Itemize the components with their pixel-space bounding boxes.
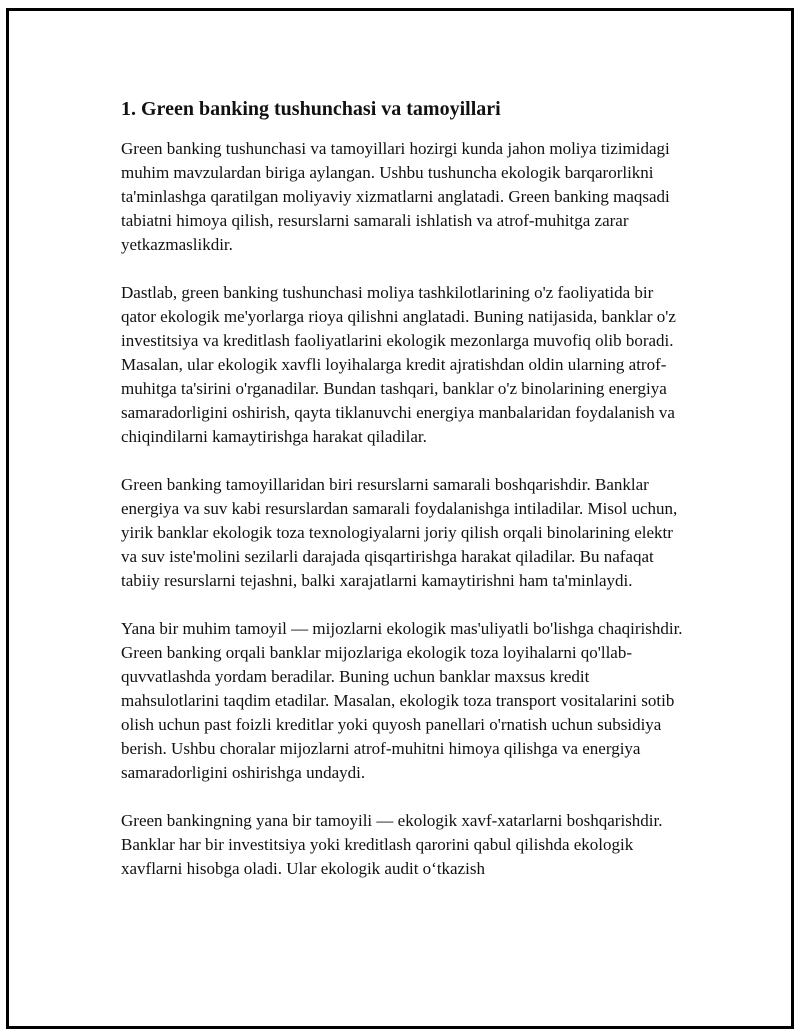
- paragraph-1: Green banking tushunchasi va tamoyillari hozirgi kunda jahon moliya tizimidagi muhim mavzulardan biriga aylangan. Ushbu tushuncha ekologik barqarorlikni ta'minlashga qaratilgan moliyaviy xizmatlarni anglatadi. Green banking maqsadi tabiatni himoya qilish, resurslarni samarali ishlatish va atrof-muhitga zarar yetkazmaslikdir.: [121, 139, 670, 254]
- paragraph-3: Green banking tamoyillaridan biri resurslarni samarali boshqarishdir. Banklar energiya va suv kabi resurslardan samarali foydalanishga intiladilar. Misol uchun, yirik banklar ekologik toza texnologiyalarni joriy qilish orqali binolarining elektr va suv iste'molini sezilarli darajada qisqartirishga harakat qiladilar. Bu nafaqat tabiiy resurslarni tejashni, balki xarajatlarni kamaytirishni ham ta'minlaydi.: [121, 475, 678, 590]
- section-heading: 1. Green banking tushunchasi va tamoyillari: [121, 98, 501, 120]
- document-body: [121, 95, 686, 905]
- paragraph-4: Yana bir muhim tamoyil — mijozlarni ekologik mas'uliyatli bo'lishga chaqirishdir. Green banking orqali banklar mijozlariga ekologik toza loyihalarni qo'llab-quvvatlashda yordam beradilar. Buning uchun banklar maxsus kredit mahsulotlarini taqdim etadilar. Masalan, ekologik toza transport vositalarini sotib olish uchun past foizli kreditlar yoki quyosh panellari o'rnatish uchun subsidiya berish. Ushbu choralar mijozlarni atrof-muhitni himoya qilishga va energiya samaradorligini oshirishga undaydi.: [121, 619, 683, 782]
- paragraph-5: Green bankingning yana bir tamoyili — ekologik xavf-xatarlarni boshqarishdir. Banklar har bir investitsiya yoki kreditlash qarorini qabul qilishda ekologik xavflarni hisobga oladi. Ular ekologik audit o‘tkazish: [121, 811, 663, 878]
- page-frame: [6, 8, 794, 1029]
- paragraph-2: Dastlab, green banking tushunchasi moliya tashkilotlarining o'z faoliyatida bir qator ekologik me'yorlarga rioya qilishni anglatadi. Buning natijasida, banklar o'z investitsiya va kreditlash faoliyatlarini ekologik mezonlarga muvofiq olib boradi. Masalan, ular ekologik xavfli loyihalarga kredit ajratishdan oldin ularning atrof-muhitga ta'sirini o'rganadilar. Bundan tashqari, banklar o'z binolarining energiya samaradorligini oshirish, qayta tiklanuvchi energiya manbalaridan foydalanish va chiqindilarni kamaytirishga harakat qiladilar.: [121, 283, 676, 446]
